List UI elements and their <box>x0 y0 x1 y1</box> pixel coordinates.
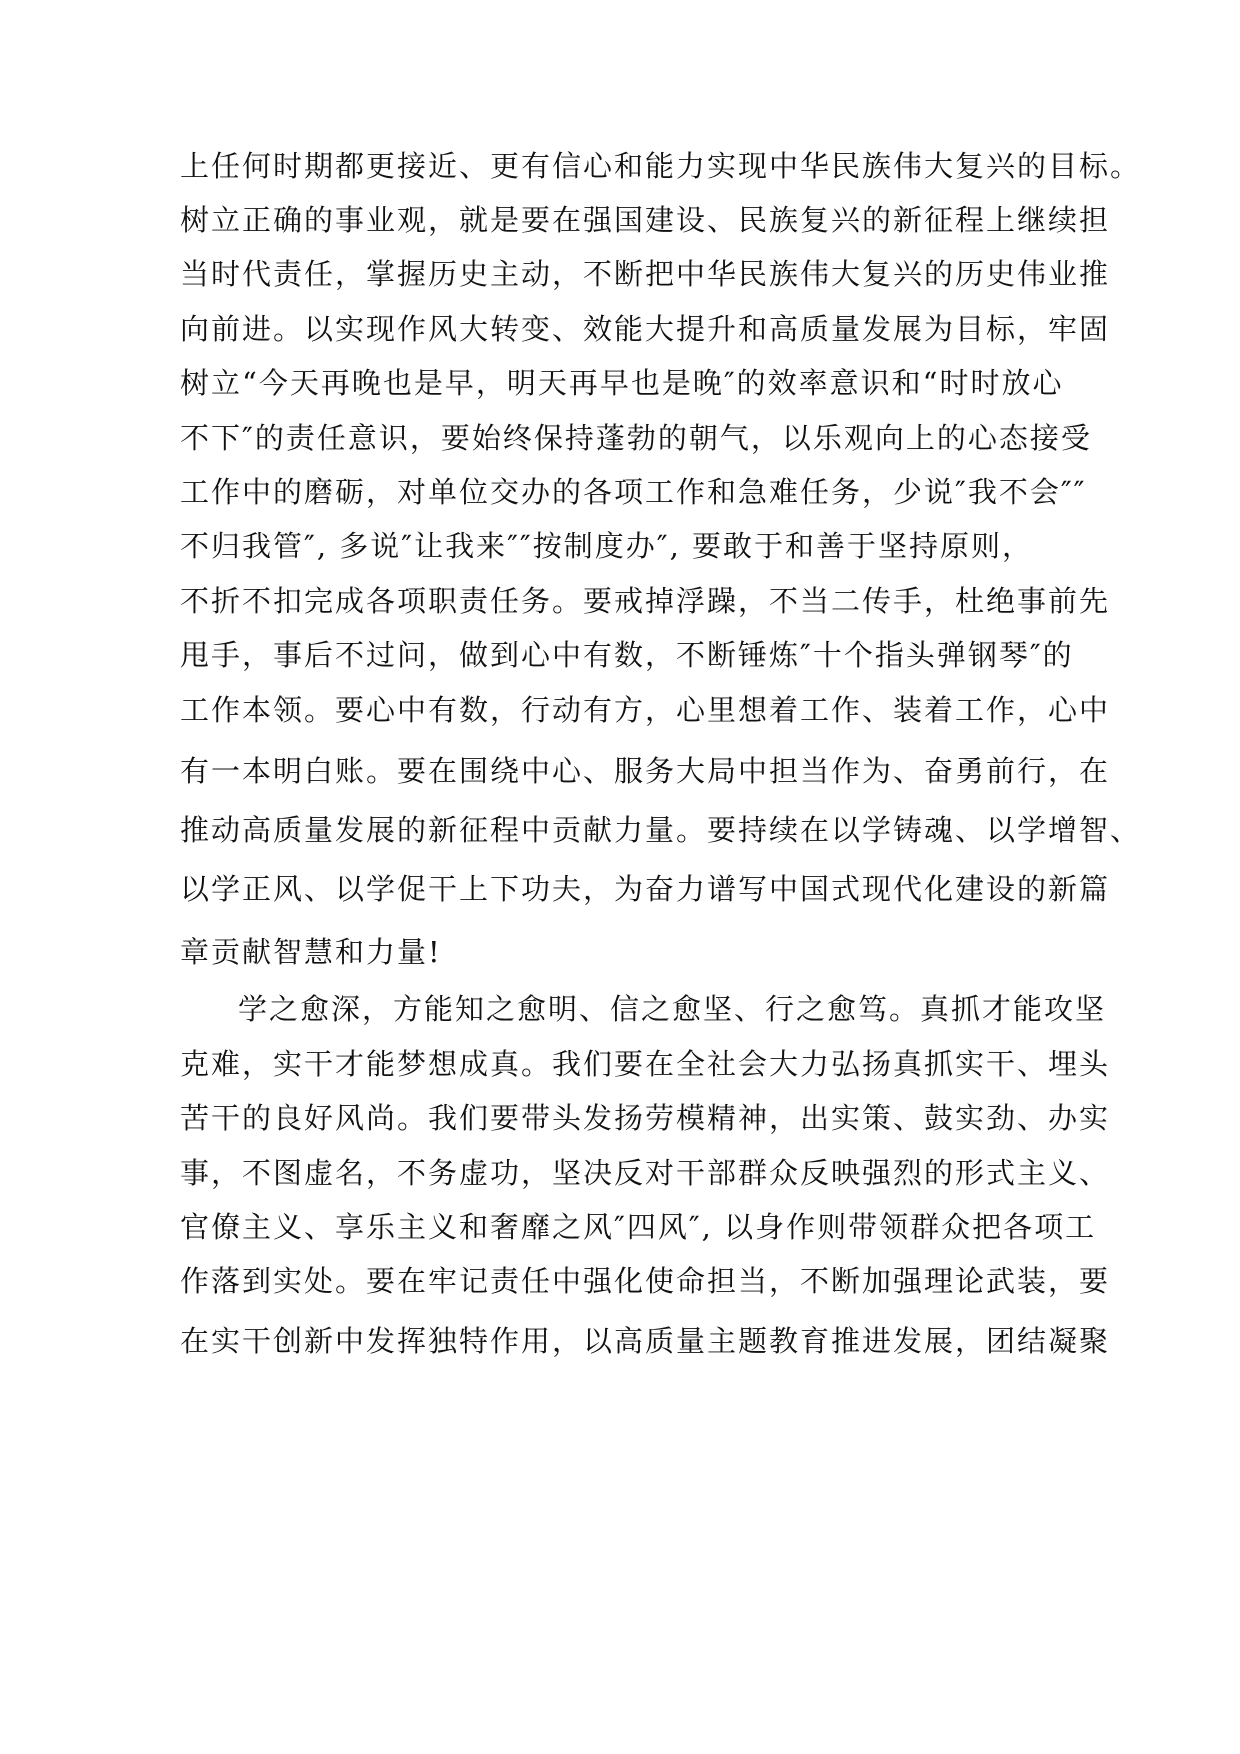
text-line: 在实干创新中发挥独特作用，以高质量主题教育推进发展，团结凝聚 <box>180 1324 1111 1358</box>
text-line: 工作本领。要心中有数，行动有方，心里想着工作、装着工作，心中 <box>180 693 1111 727</box>
text-line: 官僚主义、享乐主义和奢靡之风″四风″, 以身作则带领群众把各项工 <box>180 1210 1097 1244</box>
text-line: 甩手，事后不过问，做到心中有数，不断锤炼″十个指头弹钢琴″的 <box>180 638 1074 672</box>
text-line: 章贡献智慧和力量! <box>180 935 442 969</box>
text-line: 上任何时期都更接近、更有信心和能力实现中华民族伟大复兴的目标。 <box>180 149 1142 183</box>
text-line: 苦干的良好风尚。我们要带头发扬劳模精神，出实策、鼓实劲、办实 <box>180 1101 1111 1135</box>
text-line: 不折不扣完成各项职责任务。要戒掉浮躁，不当二传手，杜绝事前先 <box>180 584 1111 618</box>
text-line: 向前进。以实现作风大转变、效能大提升和高质量发展为目标，牢固 <box>180 312 1111 346</box>
text-line: 克难，实干才能梦想成真。我们要在全社会大力弘扬真抓实干、埋头 <box>180 1047 1111 1081</box>
text-line: 以学正风、以学促干上下功夫，为奋力谱写中国式现代化建设的新篇 <box>180 872 1111 906</box>
text-line: 推动高质量发展的新征程中贡献力量。要持续在以学铸魂、以学增智、 <box>180 813 1142 847</box>
text-line: 有一本明白账。要在围绕中心、服务大局中担当作为、奋勇前行，在 <box>180 754 1111 788</box>
text-line: 树立“今天再晚也是早，明天再早也是晚″的效率意识和“时时放心 <box>180 366 1064 400</box>
text-line: 事，不图虚名，不务虚功，坚决反对干部群众反映强烈的形式主义、 <box>180 1156 1111 1190</box>
paragraph-first-line: 学之愈深，方能知之愈明、信之愈坚、行之愈笃。真抓才能攻坚 <box>238 992 1107 1026</box>
text-line: 树立正确的事业观，就是要在强国建设、民族复兴的新征程上继续担 <box>180 203 1111 237</box>
text-line: 当时代责任，掌握历史主动，不断把中华民族伟大复兴的历史伟业推 <box>180 257 1111 291</box>
text-line: 工作中的磨砺，对单位交办的各项工作和急难任务，少说″我不会″″ <box>180 475 1087 509</box>
text-line: 不归我管″, 多说″让我来″″按制度办″, 要敢于和善于坚持原则， <box>180 529 1034 563</box>
text-line: 不下″的责任意识，要始终保持蓬勃的朝气，以乐观向上的心态接受 <box>180 421 1092 455</box>
text-line: 作落到实处。要在牢记责任中强化使命担当，不断加强理论武装，要 <box>180 1264 1111 1298</box>
